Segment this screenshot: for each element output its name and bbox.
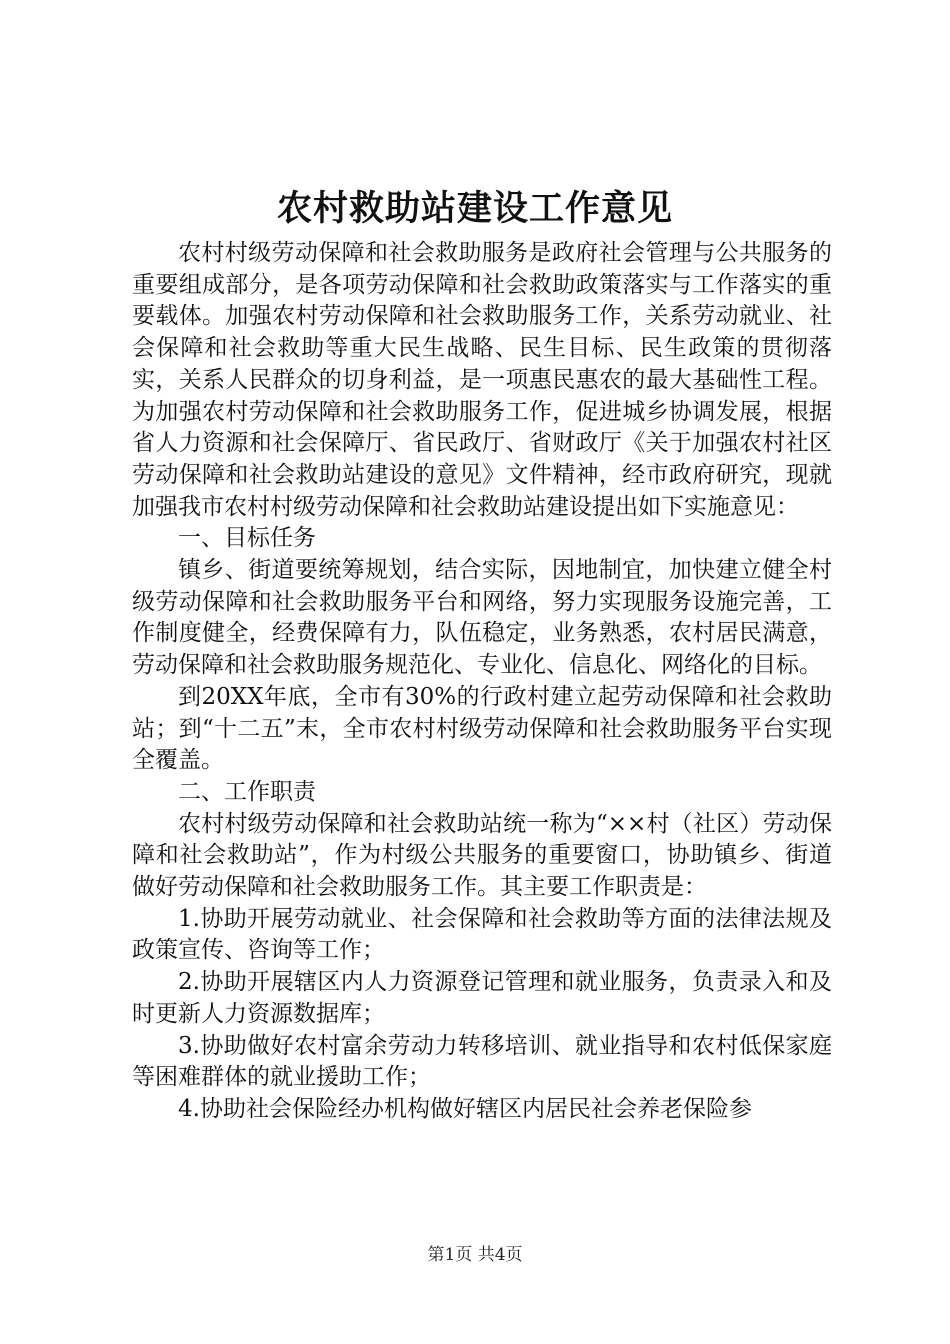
document-body xyxy=(132,238,832,1126)
duty-item-1: 1.协助开展劳动就业、社会保障和社会救助等方面的法律法规及政策宣传、咨询等工作； xyxy=(132,905,832,964)
section-heading-goals: 一、目标任务 xyxy=(178,525,316,552)
duty-item-2: 2.协助开展辖区内人力资源登记管理和就业服务，负责录入和及时更新人力资源数据库； xyxy=(132,969,832,1027)
targets-paragraph: 到20XX年底，全市有30%的行政村建立起劳动保障和社会救助站；到“十二五”末，全市农村村级劳动保障和社会救助服务平台实现全覆盖。 xyxy=(132,683,832,774)
duty-item-4: 4.协助社会保险经办机构做好辖区内居民社会养老保险参 xyxy=(178,1095,752,1122)
duties-intro-paragraph: 农村村级劳动保障和社会救助站统一称为“××村（社区）劳动保障和社会救助站”，作为村级公共服务的重要窗口，协助镇乡、街道做好劳动保障和社会救助服务工作。其主要工作职责是： xyxy=(132,810,832,901)
intro-paragraph: 农村村级劳动保障和社会救助服务是政府社会管理与公共服务的重要组成部分，是各项劳动保障和社会救助政策落实与工作落实的重要载体。加强农村劳动保障和社会救助服务工作，关系劳动就业、社会保障和社会救助等重大民生战略、民生目标、民生政策的贯彻落实，关系人民群众的切身利益，是一项惠民惠农的最大基础性工程。为加强农村劳动保障和社会救助服务工作，促进城乡协调发展，根据省人力资源和社会保障厅、省民政厅、省财政厅《关于加强农村社区劳动保障和社会救助站建设的意见》文件精神，经市政府研究，现就加强我市农村村级劳动保障和社会救助站建设提出如下实施意见： xyxy=(132,240,832,520)
document-title: 农村救助站建设工作意见 xyxy=(276,188,673,229)
section-heading-duties: 二、工作职责 xyxy=(178,778,316,805)
page-number-footer: 第1页 共4页 xyxy=(427,1245,523,1265)
duty-item-3: 3.协助做好农村富余劳动力转移培训、就业指导和农村低保家庭等困难群体的就业援助工作； xyxy=(132,1032,832,1091)
goals-paragraph: 镇乡、街道要统筹规划，结合实际，因地制宜，加快建立健全村级劳动保障和社会救助服务平台和网络，努力实现服务设施完善，工作制度健全，经费保障有力，队伍稳定，业务熟悉，农村居民满意，劳动保障和社会救助服务规范化、专业化、信息化、网络化的目标。 xyxy=(132,557,832,679)
